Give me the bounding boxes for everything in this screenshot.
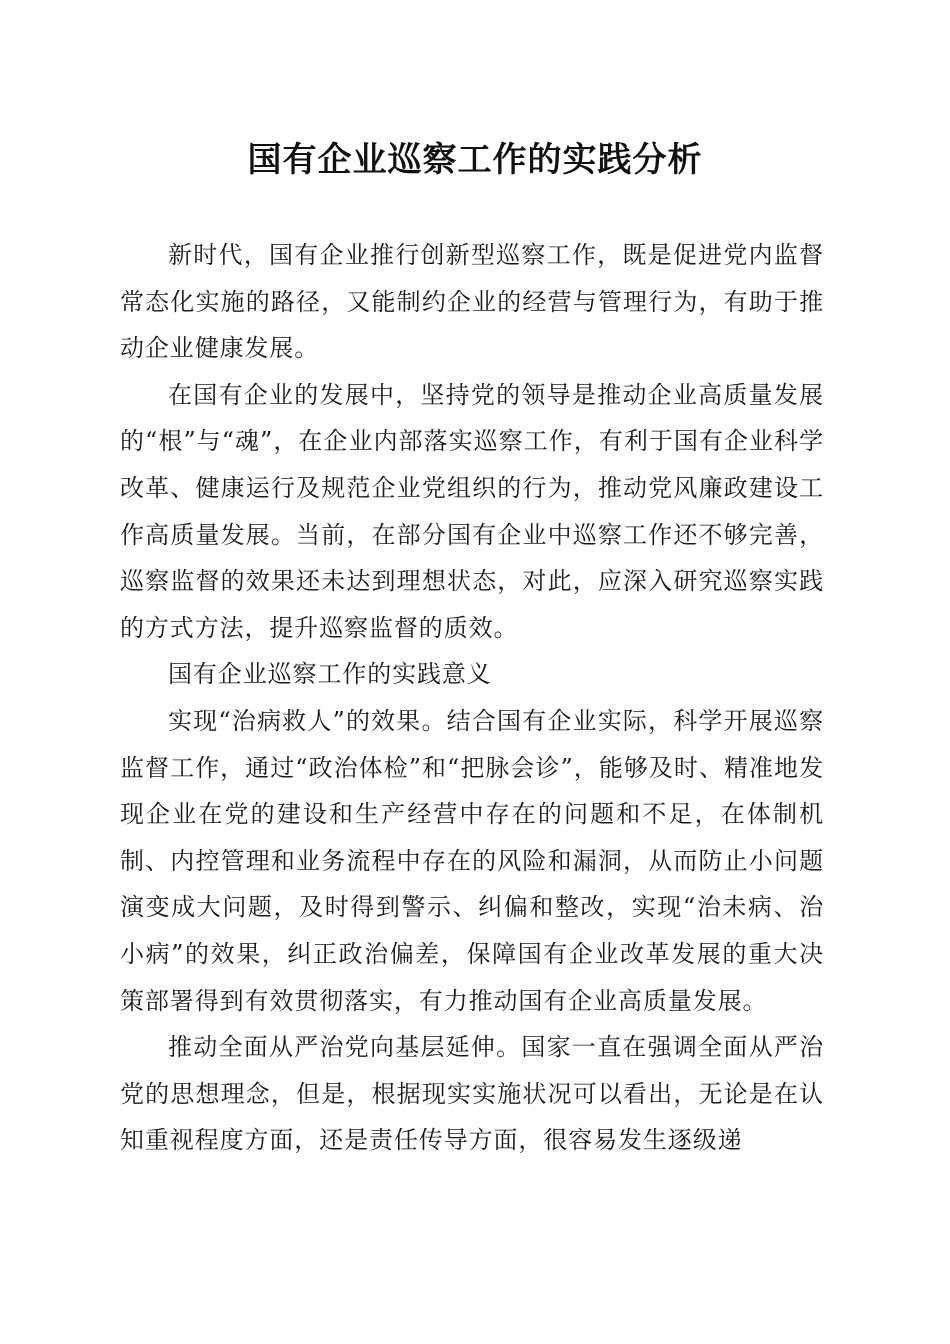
paragraph-background: 在国有企业的发展中，坚持党的领导是推动企业高质量发展的“根”与“魂”，在企业内部落实巡察工作，有利于国有企业科学改革、健康运行及规范企业党组织的行为，推动党风廉政建设工作高质量发展。当前，在部分国有企业中巡察工作还不够完善，巡察监督的效果还未达到理想状态，对此，应深入研究巡察实践的方式方法，提升巡察监督的质效。 xyxy=(120,380,824,642)
document-title: 国有企业巡察工作的实践分析 xyxy=(247,140,703,180)
paragraph-extend-grassroots: 推动全面从严治党向基层延伸。国家一直在强调全面从严治党的思想理念，但是，根据现实实施状况可以看出，无论是在认知重视程度方面，还是责任传导方面，很容易发生逐级递 xyxy=(120,1033,824,1155)
document-body xyxy=(120,232,824,1164)
paragraph-intro: 新时代，国有企业推行创新型巡察工作，既是促进党内监督常态化实施的路径，又能制约企业的经营与管理行为，有助于推动企业健康发展。 xyxy=(120,241,824,363)
section-heading-significance: 国有企业巡察工作的实践意义 xyxy=(168,660,492,689)
paragraph-cure-effect: 实现“治病救人”的效果。结合国有企业实际，科学开展巡察监督工作，通过“政治体检”和“把脉会诊”，能够及时、精准地发现企业在党的建设和生产经营中存在的问题和不足，在体制机制、内控管理和业务流程中存在的风险和漏洞，从而防止小问题演变成大问题，及时得到警示、纠偏和整改，实现“治未病、治小病”的效果，纠正政治偏差，保障国有企业改革发展的重大决策部署得到有效贯彻落实，有力推动国有企业高质量发展。 xyxy=(120,706,824,1015)
